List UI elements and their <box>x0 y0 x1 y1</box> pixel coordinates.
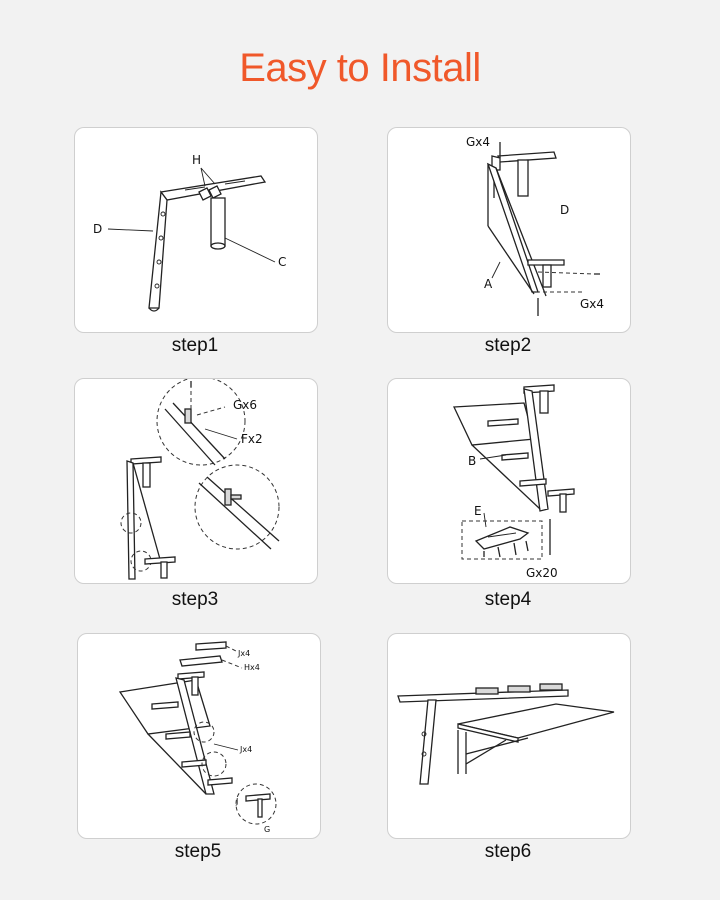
part-label-g-top: Gx4 <box>466 135 491 149</box>
part-label-j-mid: Jx4 <box>240 745 253 754</box>
part-label-g-bottom: Gx4 <box>580 297 605 311</box>
part-label-h: H <box>192 153 202 167</box>
step1-drawing <box>75 128 317 332</box>
part-label-j-top: Jx4 <box>238 649 251 658</box>
part-label-g: Gx6 <box>233 398 258 412</box>
step3-drawing <box>75 379 317 583</box>
part-label-e: E <box>474 504 482 518</box>
step5-label: step5 <box>174 841 222 862</box>
part-label-j-small: J <box>236 797 239 806</box>
step1-label: step1 <box>171 335 219 356</box>
part-label-h: Hx4 <box>244 663 260 672</box>
part-label-d: D <box>93 222 103 236</box>
step6-label: step6 <box>484 841 532 862</box>
page-title: Easy to Install <box>239 46 481 90</box>
part-label-b: B <box>468 454 477 468</box>
part-label-g: Gx20 <box>526 566 558 580</box>
step3-label: step3 <box>171 589 219 610</box>
part-label-a: A <box>484 277 493 291</box>
step6-drawing <box>388 634 630 838</box>
step1-illustration <box>74 127 318 333</box>
step5-illustration <box>77 633 321 839</box>
step4-drawing <box>388 379 630 583</box>
part-label-f: Fx2 <box>241 432 263 446</box>
part-label-d: D <box>560 203 570 217</box>
step6-illustration <box>387 633 631 839</box>
step2-label: step2 <box>484 335 532 356</box>
step4-illustration <box>387 378 631 584</box>
part-label-c: C <box>278 255 287 269</box>
part-label-g-small: G <box>264 825 271 834</box>
step4-label: step4 <box>484 589 532 610</box>
step3-illustration <box>74 378 318 584</box>
step2-drawing <box>388 128 630 332</box>
step2-illustration <box>387 127 631 333</box>
step5-drawing <box>78 634 320 838</box>
